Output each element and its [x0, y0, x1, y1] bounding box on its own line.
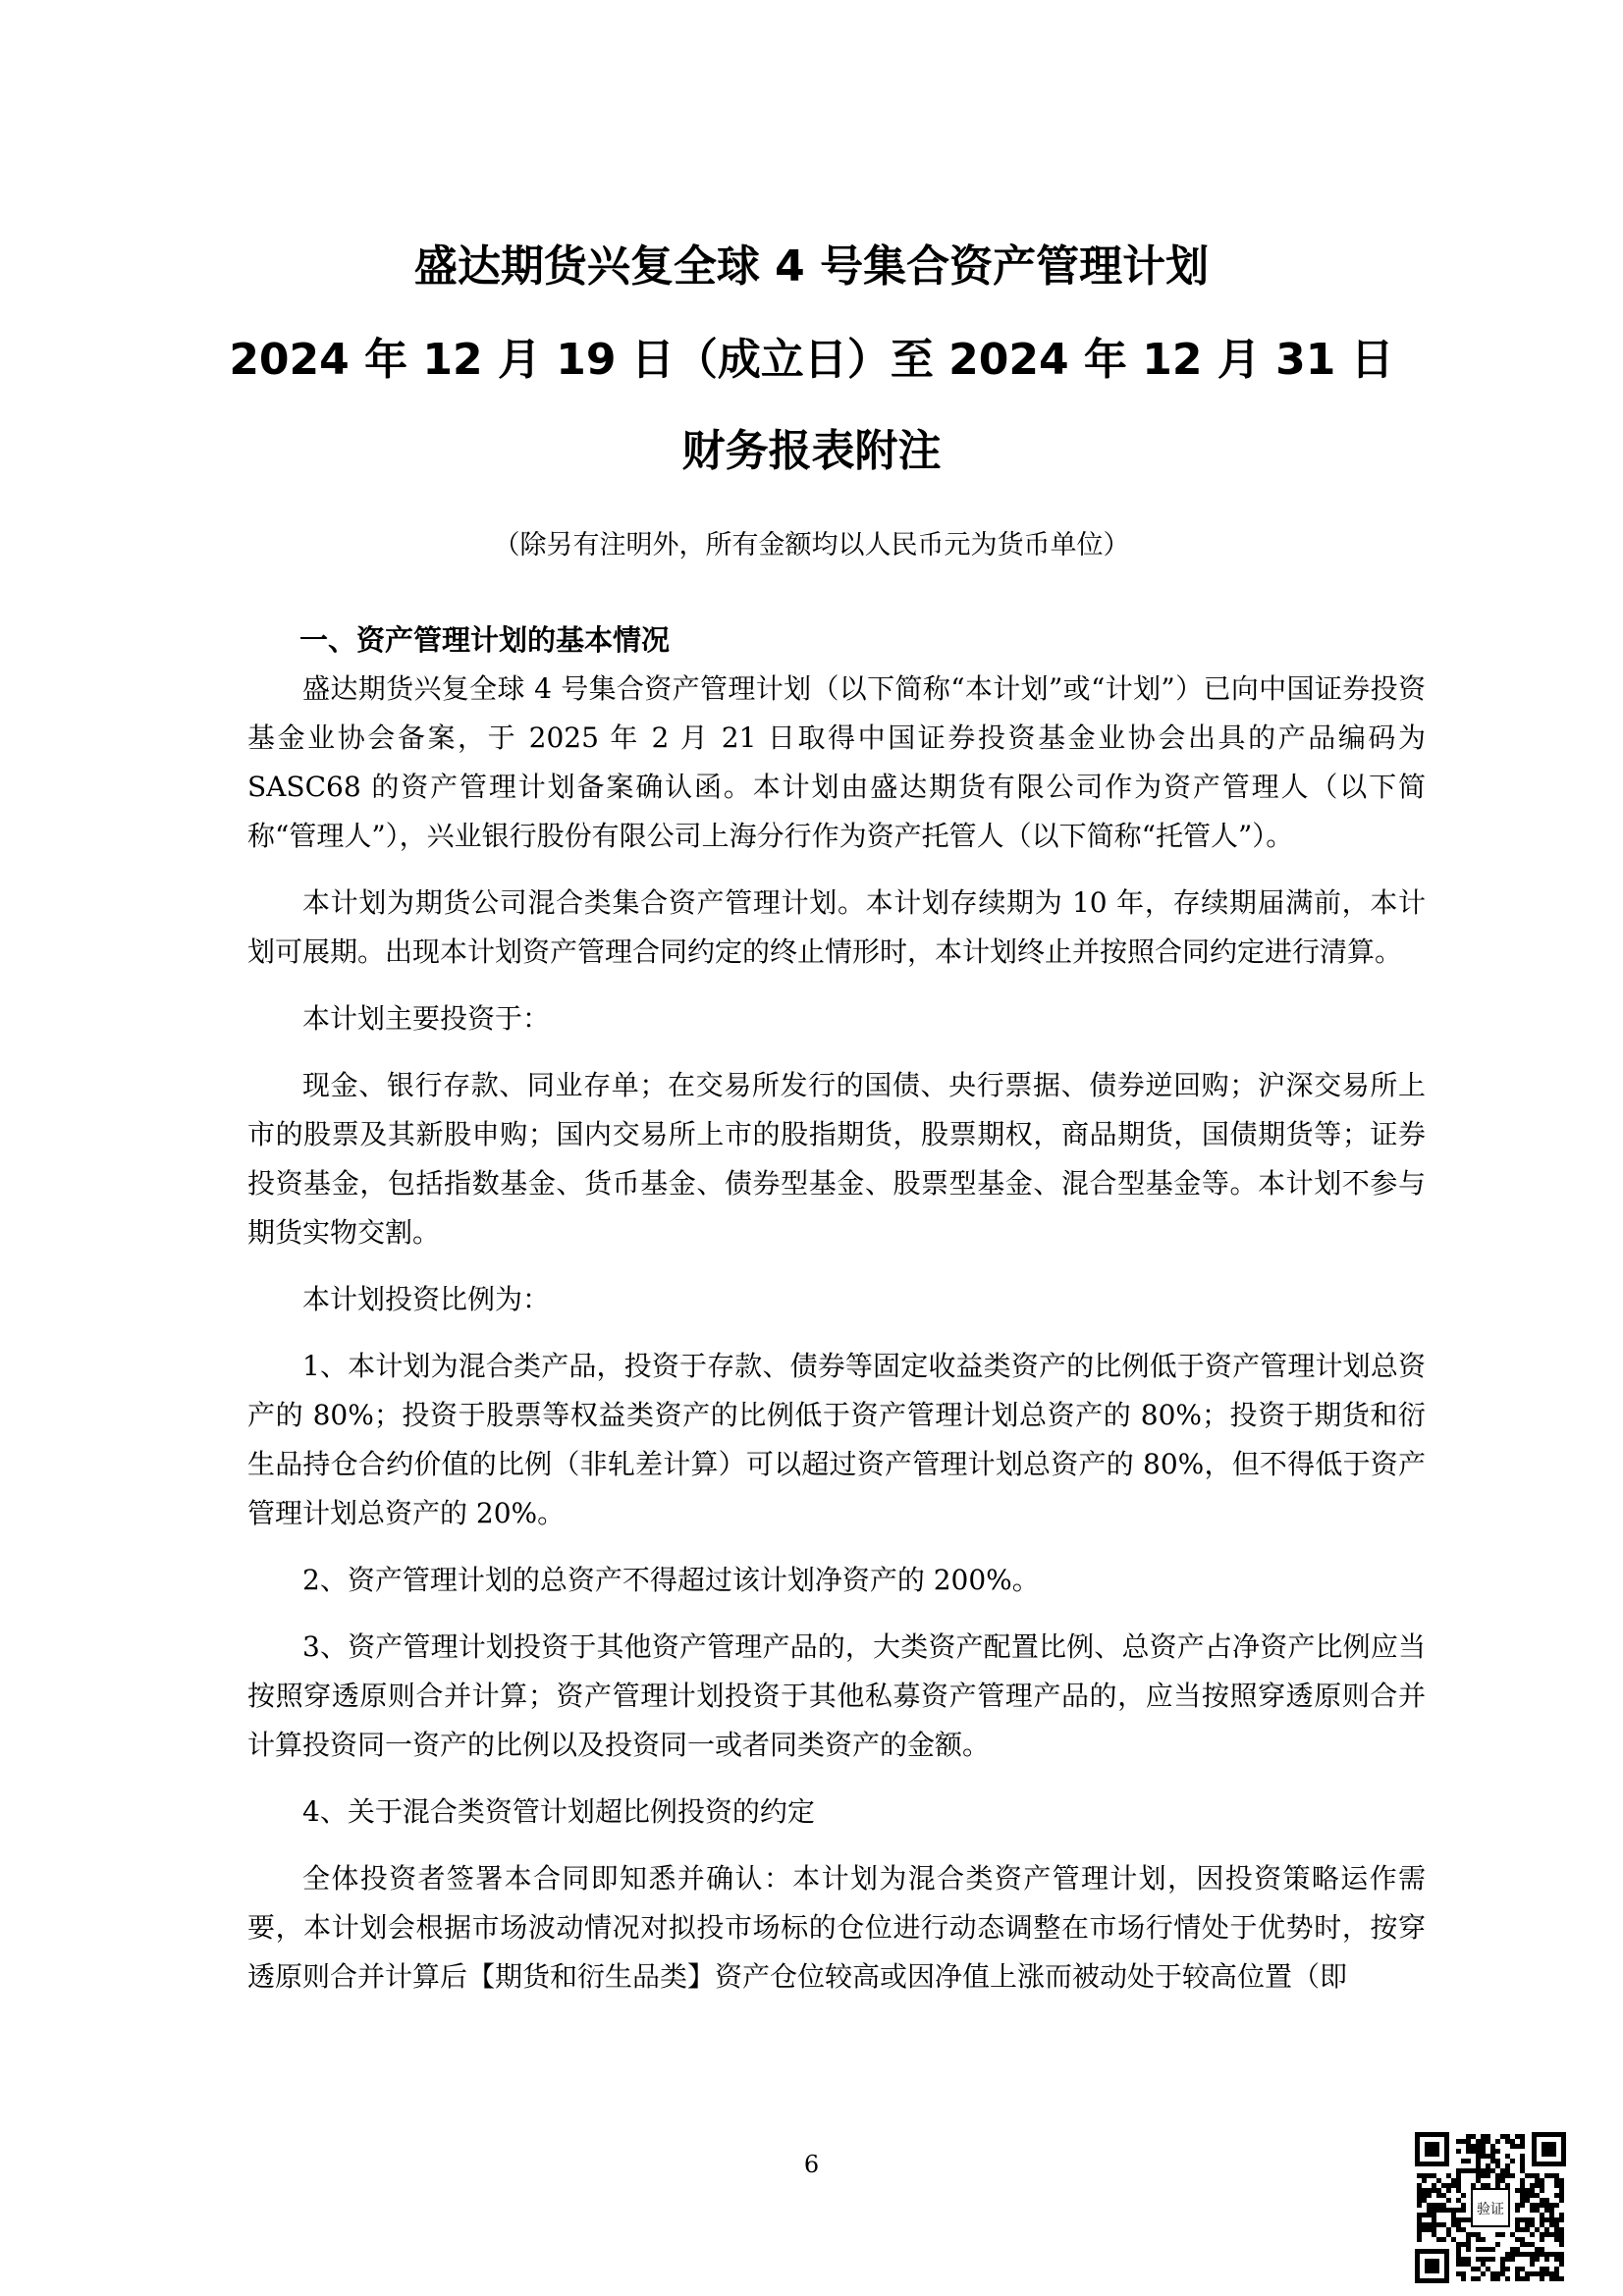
- document-title-line1: 盛达期货兴复全球 4 号集合资产管理计划: [413, 241, 1210, 292]
- paragraph-7: 2、资产管理计划的总资产不得超过该计划净资产的 200%。: [302, 1564, 1040, 1596]
- paragraph-10: 全体投资者签署本合同即知悉并确认：本计划为混合类资产管理计划，因投资策略运作需要，本计划会根据市场波动情况对拟投市场标的仓位进行动态调整在市场行情处于优势时，按穿透原则合并计算后【期货和衍生品类】资产仓位较高或因净值上涨而被动处于较高位置（即: [247, 1862, 1426, 1993]
- currency-note: （除另有注明外，所有金额均以人民币元为货币单位）: [493, 530, 1130, 561]
- qr-stamp-text: 验证: [1477, 2202, 1504, 2217]
- paragraph-3: 本计划主要投资于：: [302, 1002, 551, 1035]
- paragraph-2: 本计划为期货公司混合类集合资产管理计划。本计划存续期为 10 年，存续期届满前，本计划可展期。出现本计划资产管理合同约定的终止情形时，本计划终止并按照合同约定进行清算。: [247, 886, 1426, 968]
- paragraph-4: 现金、银行存款、同业存单；在交易所发行的国债、央行票据、债券逆回购；沪深交易所上市的股票及其新股申购；国内交易所上市的股指期货，股票期权，商品期货，国债期货等；证券投资基金，包括指数基金、货币基金、债券型基金、股票型基金、混合型基金等。本计划不参与期货实物交割。: [247, 1069, 1426, 1249]
- paragraph-5: 本计划投资比例为：: [302, 1283, 551, 1315]
- body-content: [247, 665, 1426, 2019]
- document-title-line3: 财务报表附注: [681, 426, 942, 476]
- document-title-line2: 2024 年 12 月 19 日（成立日）至 2024 年 12 月 31 日: [229, 335, 1394, 385]
- paragraph-9: 4、关于混合类资管计划超比例投资的约定: [302, 1795, 815, 1828]
- paragraph-1: 盛达期货兴复全球 4 号集合资产管理计划（以下简称“本计划”或“计划”）已向中国证券投资基金业协会备案，于 2025 年 2 月 21 日取得中国证券投资基金业协会出具的产品编码为 SASC68 的资产管理计划备案确认函。本计划由盛达期货有限公司作为资产管理人（以下简称“管理人”），兴业银行股份有限公司上海分行作为资产托管人（以下简称“托管人”）。: [247, 672, 1426, 852]
- page-number: 6: [803, 2151, 820, 2178]
- section-heading: 一、资产管理计划的基本情况: [299, 623, 671, 657]
- paragraph-8: 3、资产管理计划投资于其他资产管理产品的，大类资产配置比例、总资产占净资产比例应当按照穿透原则合并计算；资产管理计划投资于其他私募资产管理产品的，应当按照穿透原则合并计算投资同一资产的比例以及投资同一或者同类资产的金额。: [247, 1630, 1426, 1761]
- paragraph-6: 1、本计划为混合类产品，投资于存款、债券等固定收益类资产的比例低于资产管理计划总资产的 80%；投资于股票等权益类资产的比例低于资产管理计划总资产的 80%；投资于期货和衍生品持仓合约价值的比例（非轧差计算）可以超过资产管理计划总资产的 80%，但不得低于资产管理计划总资产的 20%。: [247, 1350, 1426, 1529]
- qr-code-icon: [1415, 2132, 1566, 2283]
